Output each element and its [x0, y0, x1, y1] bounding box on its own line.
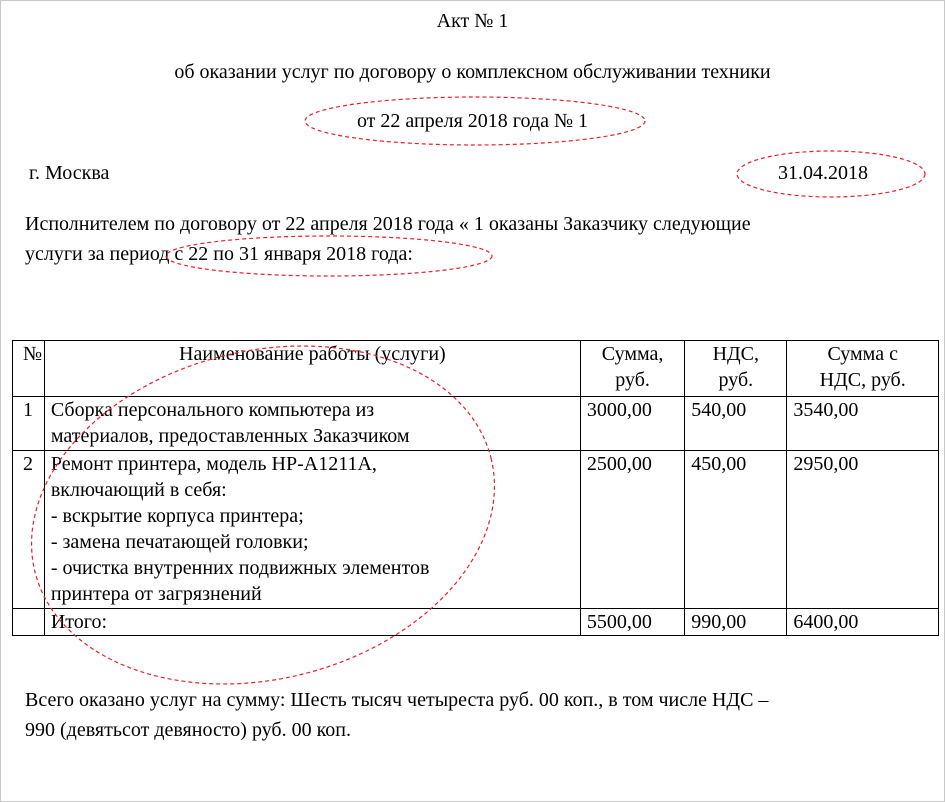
header-total-line: НДС, руб. [819, 369, 906, 391]
row-sum: 2500,00 [580, 451, 684, 609]
total-total: 6400,00 [787, 609, 939, 636]
table-row [13, 397, 939, 451]
city: г. Москва [29, 162, 110, 184]
summary-line: Всего оказано услуг на сумму: Шесть тысяч четыреста руб. 00 коп., в том числе НДС – [25, 689, 769, 711]
intro-paragraph [25, 209, 925, 269]
row-name-line: Ремонт принтера, модель HP-A1211A, [50, 453, 377, 475]
header-sum-line: руб. [615, 369, 650, 391]
row-vat: 540,00 [685, 397, 787, 451]
row-total: 2950,00 [787, 451, 939, 609]
row-name [44, 451, 580, 609]
row-total: 3540,00 [787, 397, 939, 451]
document-subtitle: об оказании услуг по договору о комплексном обслуживании техники [174, 61, 771, 83]
summary-paragraph [25, 685, 930, 745]
row-vat: 450,00 [685, 451, 787, 609]
row-name-line: материалов, предоставленных Заказчиком [50, 425, 410, 447]
intro-line: услуги за период с 22 по 31 января 2018 года: [25, 243, 413, 265]
document-title: Акт № 1 [436, 10, 509, 32]
table-row [13, 451, 939, 609]
header-name: Наименование работы (услуги) [44, 341, 580, 397]
services-table [12, 340, 939, 636]
row-name-line: - очистка внутренних подвижных элементов [50, 557, 430, 579]
total-vat: 990,00 [685, 609, 787, 636]
total-label: Итого: [44, 609, 580, 636]
contract-reference: от 22 апреля 2018 года № 1 [356, 110, 589, 132]
row-num: 1 [13, 397, 45, 451]
header-num: № [13, 341, 45, 397]
total-num-empty [13, 609, 45, 636]
header-vat-line: руб. [718, 369, 754, 391]
header-total [787, 341, 939, 397]
row-name [44, 397, 580, 451]
header-vat [685, 341, 787, 397]
header-sum-line: Сумма, [601, 343, 664, 365]
row-name-line: включающий в себя: [50, 479, 227, 501]
row-name-line: Сборка персонального компьютера из [50, 399, 375, 421]
row-num: 2 [13, 451, 45, 609]
table-total-row [13, 609, 939, 636]
table-header-row [13, 341, 939, 397]
row-name-line: - замена печатающей головки; [50, 531, 309, 553]
intro-line: Исполнителем по договору от 22 апреля 2018 года « 1 оказаны Заказчику следующие [25, 213, 751, 235]
row-name-line: - вскрытие корпуса принтера; [50, 505, 304, 527]
row-name-line: принтера от загрязнений [50, 583, 262, 605]
document-date: 31.04.2018 [778, 162, 868, 184]
header-vat-line: НДС, [712, 343, 760, 365]
header-total-line: Сумма с [827, 343, 898, 365]
header-sum [580, 341, 684, 397]
summary-line: 990 (девятьсот девяносто) руб. 00 коп. [25, 719, 352, 741]
row-sum: 3000,00 [580, 397, 684, 451]
total-sum: 5500,00 [580, 609, 684, 636]
